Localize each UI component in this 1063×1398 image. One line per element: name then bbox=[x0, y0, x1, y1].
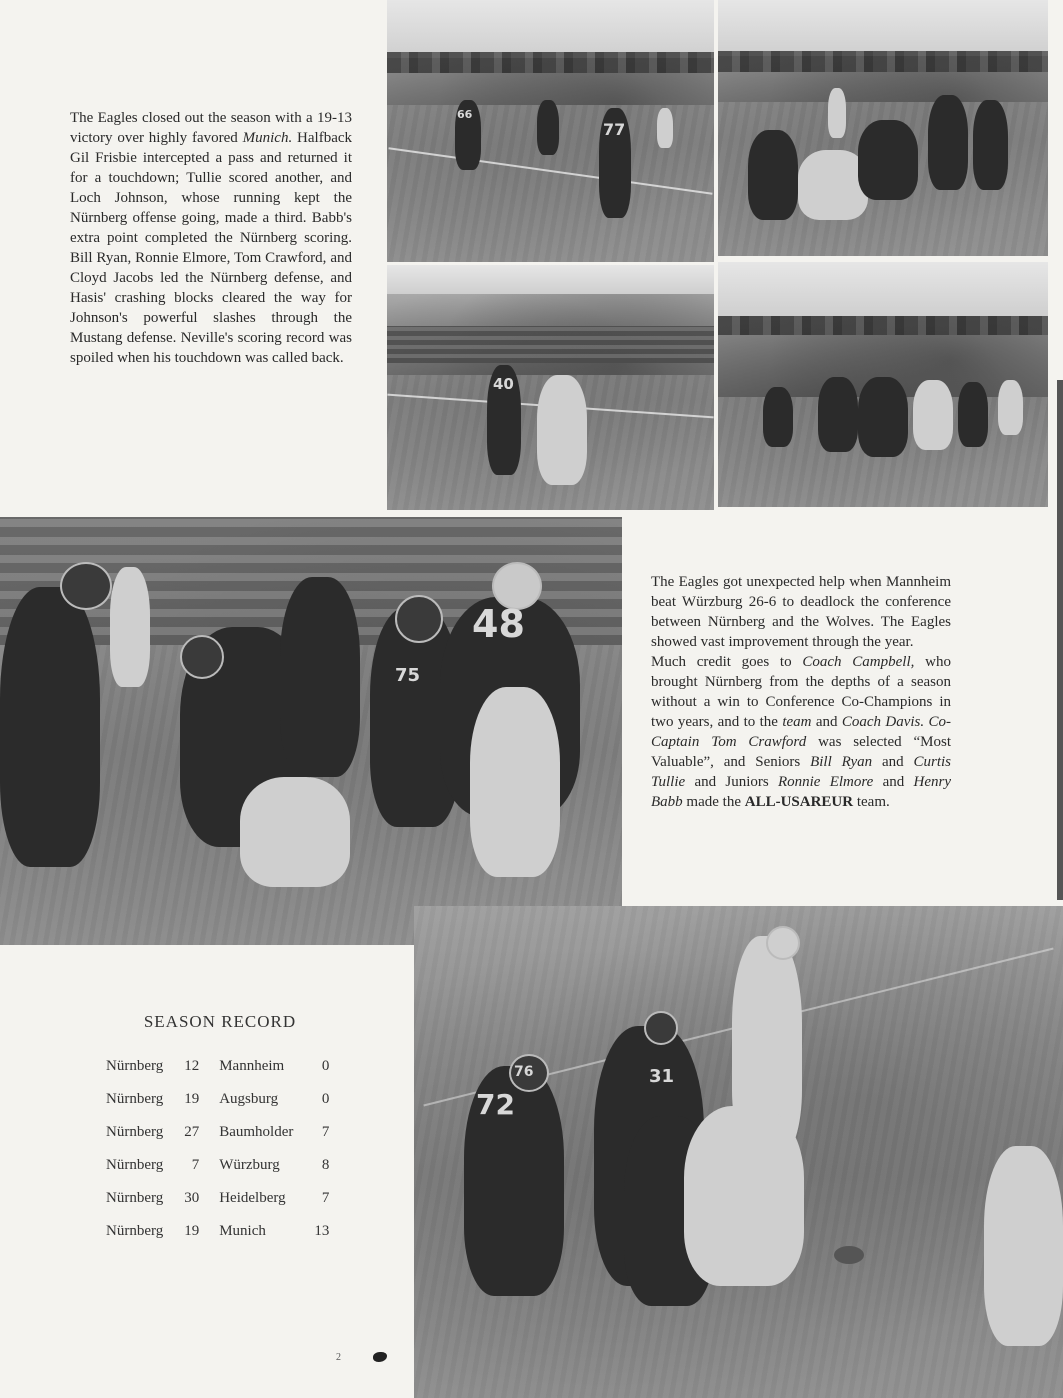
season-record-title: SEASON RECORD bbox=[143, 1012, 297, 1031]
ink-blot bbox=[373, 1352, 387, 1362]
record-row: Nürnberg 19 Munich 13 bbox=[106, 1223, 330, 1239]
jersey-number: 40 bbox=[493, 375, 514, 393]
record-row: Nürnberg 19 Augsburg 0 bbox=[106, 1091, 330, 1107]
photo-game-action-1 bbox=[387, 0, 714, 262]
story-right-p1: The Eagles got unexpected help when Mannheim beat Würzburg 26-6 to deadlock the conference between Nürnberg and the Wolves. The Eagles showed vast improvement through the year. bbox=[651, 574, 951, 650]
jersey-number: 75 bbox=[395, 665, 421, 686]
record-row: Nürnberg 27 Baumholder 7 bbox=[106, 1124, 330, 1140]
jersey-number: 48 bbox=[472, 602, 525, 646]
record-row: Nürnberg 30 Heidelberg 7 bbox=[106, 1190, 330, 1206]
jersey-number: 77 bbox=[603, 120, 626, 139]
story-top-text-b: Halfback Gil Frisbie intercepted a pass and returned it for a touchdown; Tullie scored another, and Loch Johnson, whose running kept the Nürnberg offense going, made a third. Babb's extra point completed the Nürnberg scoring. Bill Ryan, Ronnie Elmore, Tom Crawford, and Cloyd Jacobs led the Nürnberg defense, and Hasis' crashing blocks cleared the way for Johnson's powerful slashes through the Mustang defense. Neville's scoring record was spoiled when his touchdown was called back. bbox=[70, 130, 353, 366]
jersey-number: 72 bbox=[476, 1088, 515, 1121]
photo-bottom-fumble bbox=[414, 906, 1063, 1398]
record-row: Nürnberg 12 Mannheim 0 bbox=[106, 1058, 330, 1074]
jersey-number: 66 bbox=[457, 108, 473, 121]
record-row: Nürnberg 7 Würzburg 8 bbox=[106, 1157, 330, 1173]
page-number: 2 bbox=[336, 1352, 341, 1363]
photo-game-action-3 bbox=[387, 265, 714, 510]
story-right bbox=[651, 572, 951, 812]
story-top-munich: Munich. bbox=[242, 130, 293, 146]
page-edge-shadow bbox=[1057, 380, 1063, 900]
photo-big-pileup bbox=[0, 517, 622, 945]
photo-game-action-4 bbox=[718, 262, 1048, 507]
football-icon bbox=[834, 1246, 864, 1264]
photo-game-action-2 bbox=[718, 0, 1048, 256]
jersey-number: 76 bbox=[514, 1064, 534, 1080]
season-record-table bbox=[100, 1050, 335, 1248]
jersey-number: 31 bbox=[649, 1066, 675, 1087]
story-top-left bbox=[70, 108, 352, 368]
story-right-p2: Much credit goes to Coach Campbell, who brought Nürnberg from the depths of a season without a win to Conference Co-Champions in two years, and to the team and Coach Davis. Co-Captain Tom Crawford was selected “Most Valuable”, and Seniors Bill Ryan and Curtis Tullie and Juniors Ronnie Elmore and Henry Babb made the ALL-USAREUR team. bbox=[651, 654, 952, 810]
story-top-text-a: The Eagles closed out the season with a 19-13 victory over highly favored bbox=[70, 110, 352, 146]
